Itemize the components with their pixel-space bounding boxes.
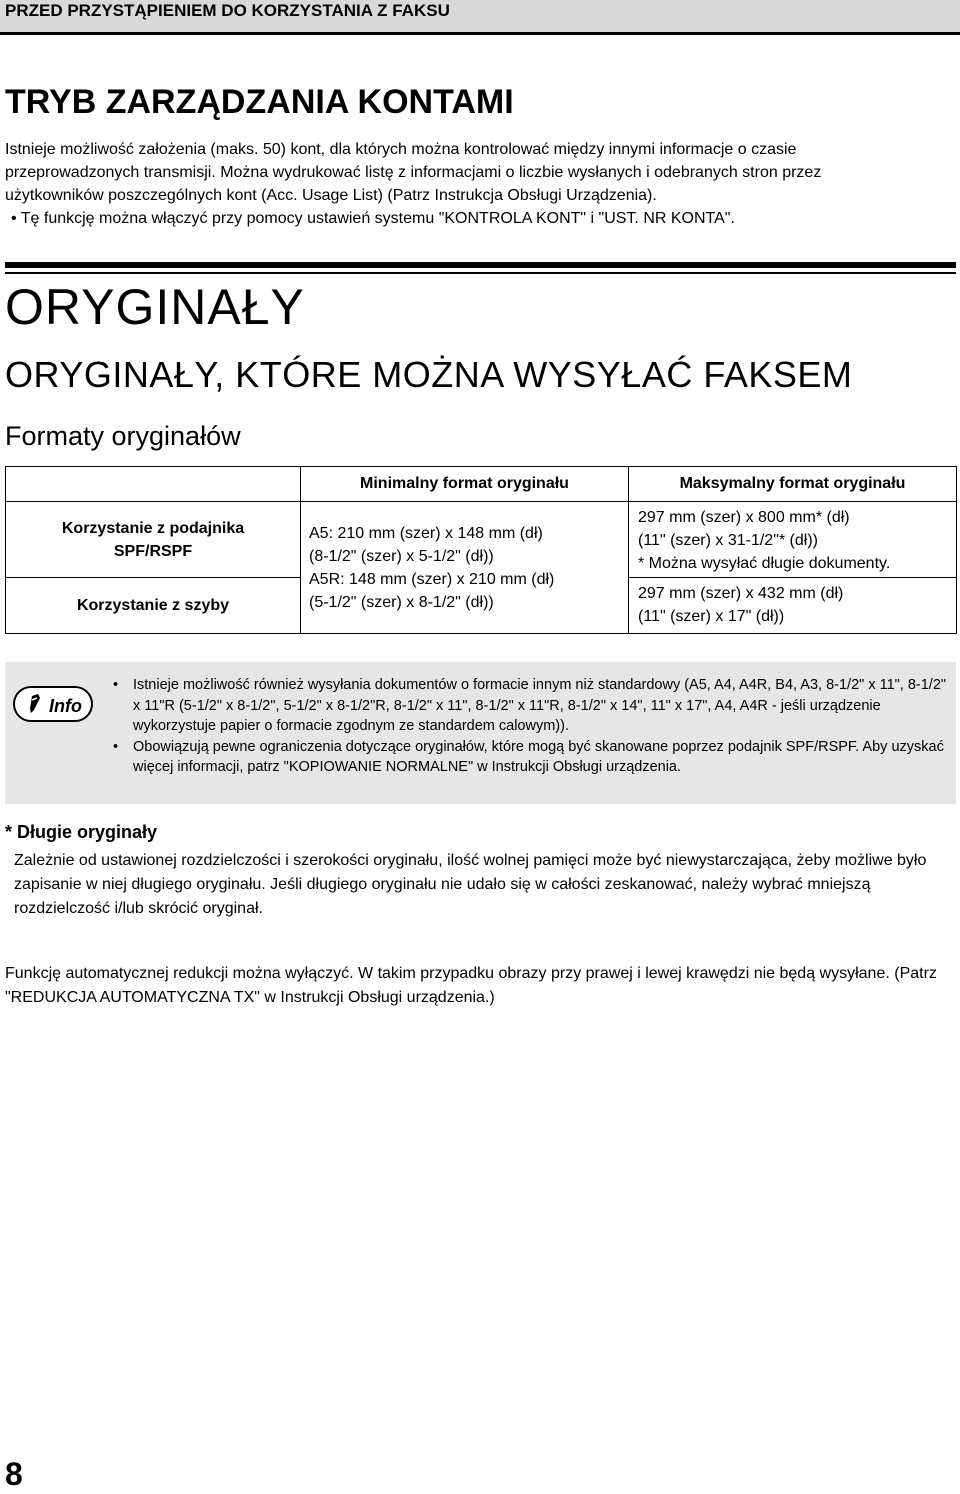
auto-reduction-text: Funkcję automatycznej redukcji można wyłączyć. W takim przypadku obrazy przy prawej i lewej krawędzi nie będą wysyłane. (Patrz "REDUKCJA AUTOMATYCZNA TX" w Instrukcji Obsługi urządzenia.) [5,965,937,1006]
section-divider-thick [5,262,956,268]
min-line: A5R: 148 mm (szer) x 210 mm (dł) [309,570,555,588]
long-originals-title: * Długie oryginały [5,822,158,842]
long-originals-text: Zależnie od ustawionej rozdzielczości i szerokości oryginału, ilość wolnej pamięci może być niewystarczająca, żeby możliwe było zapisanie w niej długiego oryginału. Jeśli długiego oryginału nie udało się w całości zeskanować, należy wybrać mniejszą rozdzielczość i/lub skrócić oryginał. [14,852,927,917]
max-line: (11" (szer) x 17" (dł)) [638,608,785,625]
row-label-line: SPF/RSPF [113,542,193,560]
page-number: 8 [5,1456,23,1492]
formats-heading: Formaty oryginałów [5,421,241,451]
max-format-glass [629,578,957,634]
info-list [113,675,949,778]
account-line: Istnieje możliwość założenia (maks. 50) kont, dla których można kontrolować między innymi informacje o czasie [5,141,797,158]
list-item [113,675,949,737]
max-line: (11" (szer) x 31-1/2"* (dł)) [638,532,818,549]
max-line: 297 mm (szer) x 432 mm (dł) [638,585,844,602]
account-title: TRYB ZARZĄDZANIA KONTAMI [5,83,514,121]
max-note: * Można wysyłać długie dokumenty. [638,555,891,572]
min-line: (5-1/2" (szer) x 8-1/2" (dł)) [309,593,494,611]
pencil-icon [29,694,41,714]
info-text: Obowiązują pewne ograniczenia dotyczące oryginałów, które mogą być skanowane poprzez podajnik SPF/RSPF. Aby uzyskać więcej informacji, patrz "KOPIOWANIE NORMALNE" w Instrukcji Obsługi urządzenia. [133,738,944,775]
header-title: PRZED PRZYSTĄPIENIEM DO KORZYSTANIA Z FAKSU [5,1,450,20]
min-format-cell [301,502,629,634]
bullet-icon: • [113,738,119,755]
info-text: Istnieje możliwość również wysyłania dokumentów o formacie innym niż standardowy (A5, A4, A4R, B4, A3, 8-1/2" x 11", 8-1/2" x 11"R (5-1/2" x 8-1/2", 5-1/2" x 8-1/2"R, 8-1/2" x 11", 8-1/2" x 11"R, 8-1/2" x 14", 11" x 17", A4, A4R - jeśli urządzenie wykorzystuje papier o formacie zgodnym ze standardem calowym)). [133,677,947,734]
min-line: A5: 210 mm (szer) x 148 mm (dł) [309,524,543,542]
originals-subtitle: ORYGINAŁY, KTÓRE MOŻNA WYSYŁAĆ FAKSEM [5,354,853,395]
header-bar [0,0,960,35]
min-line: (8-1/2" (szer) x 5-1/2" (dł)) [309,547,494,565]
table-row [6,502,957,578]
row-label-spf [6,502,301,578]
bullet-icon: • [113,677,119,693]
table-header-min: Minimalny format oryginału [301,467,629,502]
formats-table [5,466,957,634]
row-label-line: Korzystanie z szyby [76,597,230,614]
info-badge [13,686,93,722]
table-header-row [6,467,957,502]
account-bullet: • Tę funkcję można włączyć przy pomocy ustawień systemu "KONTROLA KONT" i "UST. NR KONTA". [11,210,735,227]
row-label-glass [6,578,301,634]
list-item [113,737,949,778]
account-line: użytkowników poszczególnych kont (Acc. Usage List) (Patrz Instrukcja Obsługi Urządzenia). [5,187,657,204]
max-line: 297 mm (szer) x 800 mm* (dł) [638,509,850,526]
table-header-empty [6,467,301,502]
account-intro [5,138,955,230]
account-line: przeprowadzonych transmisji. Można wydrukować listę z informacjami o liczbie wysłanych i odebranych stron przez [5,164,822,181]
max-format-spf [629,502,957,578]
info-label: Info [49,696,82,716]
row-label-line: Korzystanie z podajnika [61,519,245,537]
section-divider-thin [5,272,956,274]
originals-title: ORYGINAŁY [5,279,305,335]
table-header-max: Maksymalny format oryginału [629,467,957,502]
